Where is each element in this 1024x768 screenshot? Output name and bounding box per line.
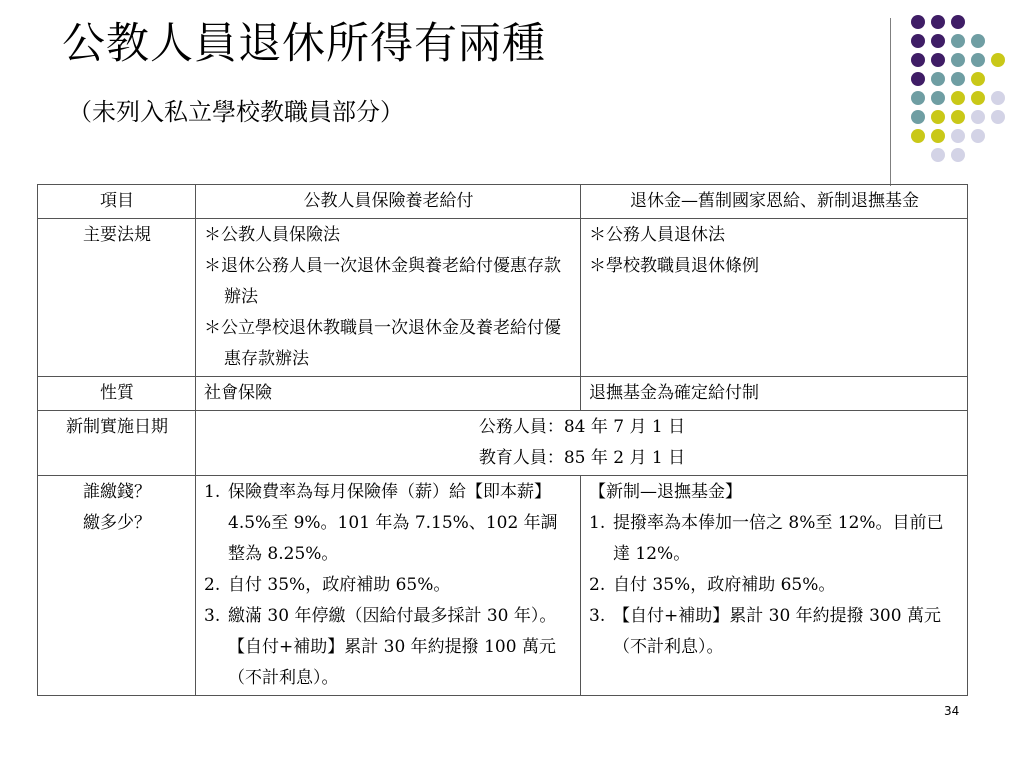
list-item [204,601,573,694]
row-label-contribution [38,476,196,696]
table-row-contribution [38,476,968,696]
decor-dot [951,148,965,162]
list-text: 繳滿 30 年停繳（因給付最多採計 30 年）。【自付+補助】累計 30 年約提撥 100 萬元（不計利息）。 [228,606,557,688]
nature-insurance-cell: 社會保險 [196,377,581,411]
decor-dot [951,129,965,143]
decor-dot [951,72,965,86]
list-number: 1. [589,513,606,533]
list-text: 自付 35%，政府補助 65%。 [613,575,836,595]
decor-dot [951,34,965,48]
law-insurance-item: ＊公立學校退休教職員一次退休金及養老給付優惠存款辦法 [204,318,561,369]
decor-dot [971,91,985,105]
header-insurance: 公教人員保險養老給付 [196,185,581,219]
decor-dot [951,53,965,67]
list-number: 2. [204,575,221,595]
law-pension-cell [581,219,968,377]
law-insurance-cell [196,219,581,377]
contribution-insurance-cell [196,476,581,696]
table-row-law [38,219,968,377]
pension-subheading: 【新制—退撫基金】 [589,482,742,502]
law-insurance-item: ＊公教人員保險法 [204,225,340,245]
decor-dot [931,91,945,105]
list-item [204,570,573,601]
list-item [589,570,960,601]
decor-dot [971,72,985,86]
list-number: 1. [204,482,221,502]
slide-title: 公教人員退休所得有兩種 [62,19,546,69]
decor-dot [911,129,925,143]
law-pension-item: ＊學校教職員退休條例 [589,256,759,276]
decor-dot [971,34,985,48]
table-row-nature [38,377,968,411]
decor-dot [971,129,985,143]
decor-dot [911,91,925,105]
row-label-line: 誰繳錢？ [83,482,151,502]
row-label-date: 新制實施日期 [38,411,196,476]
list-number: 3. [589,606,606,626]
date-civil-servants: 公務人員：84 年 7 月 1 日 [478,417,686,437]
page-number: 34 [944,704,960,718]
decor-dot [991,91,1005,105]
decor-dot [931,110,945,124]
decor-dot [911,15,925,29]
list-item [204,477,573,570]
decor-dot [991,110,1005,124]
decor-dot [971,53,985,67]
date-cell [196,411,968,476]
decor-dot [951,91,965,105]
header-pension: 退休金—舊制國家恩給、新制退撫基金 [581,185,968,219]
list-text: 自付 35%，政府補助 65%。 [228,575,451,595]
slide-subtitle: （未列入私立學校教職員部分） [68,98,404,126]
decor-dot [931,148,945,162]
header-item: 項目 [38,185,196,219]
law-pension-item: ＊公務人員退休法 [589,225,725,245]
list-number: 2. [589,575,606,595]
decor-dot [911,34,925,48]
list-item [589,601,960,663]
decor-dot [951,15,965,29]
decor-dot [931,34,945,48]
decor-dot [931,72,945,86]
table-row-date [38,411,968,476]
row-label-law: 主要法規 [38,219,196,377]
list-item [589,508,960,570]
decor-dot [991,53,1005,67]
nature-pension-cell: 退撫基金為確定給付制 [581,377,968,411]
list-text: 提撥率為本俸加一倍之 8%至 12%。目前已達 12%。 [613,513,944,564]
decor-dot [971,110,985,124]
list-text: 【自付+補助】累計 30 年約提撥 300 萬元（不計利息）。 [613,606,941,657]
decor-dot [931,53,945,67]
decor-dot [931,129,945,143]
row-label-line: 繳多少？ [83,513,151,533]
decor-dot [951,110,965,124]
decor-dot [911,110,925,124]
table-header-row [38,185,968,219]
retirement-income-table [37,184,968,696]
date-educators: 教育人員：85 年 2 月 1 日 [478,448,686,468]
decor-dot [931,15,945,29]
decorative-dot-grid [0,0,1024,200]
list-number: 3. [204,606,221,626]
contribution-pension-cell [581,476,968,696]
decor-dot [911,72,925,86]
row-label-nature: 性質 [38,377,196,411]
law-insurance-item: ＊退休公務人員一次退休金與養老給付優惠存款辦法 [204,256,561,307]
list-text: 保險費率為每月保險俸（薪）給【即本薪】4.5%至 9%。101 年為 7.15%、102 年調整為 8.25%。 [228,482,558,564]
decor-dot [911,53,925,67]
